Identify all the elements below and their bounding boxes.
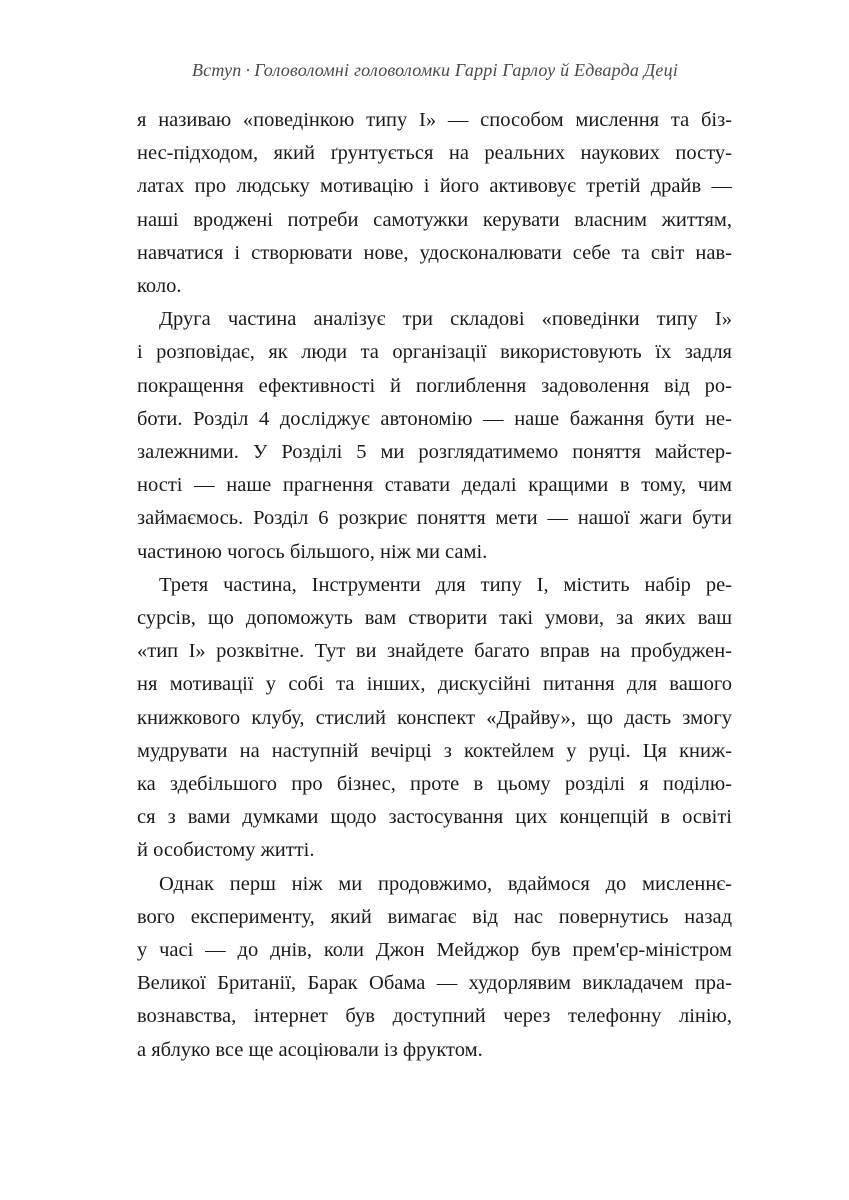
header-section: Вступ <box>191 60 242 80</box>
text-line: латах про людську мотивацію і його активовує третій драйв — <box>137 175 732 198</box>
text-line: ня мотивації у собі та інших, дискусійні питання для вашого <box>137 673 732 696</box>
text-line: у часі — до днів, коли Джон Мейджор був прем'єр-міністром <box>137 939 732 962</box>
text-line: Великої Британії, Барак Обама — худорлявим викладачем пра- <box>137 972 732 995</box>
text-line: і розповідає, як люди та організації використовують їх задля <box>137 341 732 364</box>
text-line: боти. Розділ 4 досліджує автономію — наше бажання бути не- <box>137 407 732 430</box>
text-line: а яблуко все ще асоціювали із фруктом. <box>137 1038 483 1061</box>
text-line: нес-підходом, який ґрунтується на реальних наукових посту- <box>137 142 732 165</box>
paragraph-1 <box>137 104 732 303</box>
text-line: коло. <box>137 275 182 298</box>
text-line: частиною чогось більшого, ніж ми самі. <box>137 540 488 563</box>
text-line: я називаю «поведінкою типу I» — способом мислення та біз- <box>137 109 732 131</box>
text-line: книжкового клубу, стислий конспект «Драйву», що дасть змогу <box>137 706 732 729</box>
text-line: займаємось. Розділ 6 розкриє поняття мети — нашої жаги бути <box>137 507 732 530</box>
text-line: Однак перш ніж ми продовжимо, вдаймося до мисленнє- <box>159 872 732 895</box>
text-line: «тип I» розквітне. Тут ви знайдете багато вправ на пробуджен- <box>137 640 732 663</box>
text-line: наші вроджені потреби самотужки керувати власним життям, <box>137 208 732 231</box>
running-header <box>135 60 735 81</box>
text-line: навчатися і створювати нове, удосконалювати себе та світ нав- <box>137 241 732 264</box>
text-line: сурсів, що допоможуть вам створити такі умови, за яких ваш <box>137 607 732 630</box>
body-text <box>137 104 732 1067</box>
paragraph-2 <box>137 303 732 569</box>
header-title: Головоломні головоломки Гаррі Гарлоу й Едварда Деці <box>254 60 679 80</box>
text-line: вознавства, інтернет був доступний через телефонну лінію, <box>137 1005 732 1028</box>
text-line: ка здебільшого про бізнес, проте в цьому розділі я поділю- <box>137 773 732 796</box>
paragraph-4 <box>137 868 732 1067</box>
text-line: Друга частина аналізує три складові «поведінки типу I» <box>159 308 732 331</box>
text-line: мудрувати на наступній вечірці з коктейлем у руці. Ця книж- <box>137 739 732 762</box>
text-line: вого експерименту, який вимагає від нас повернутись назад <box>137 905 732 928</box>
header-separator: · <box>245 60 251 80</box>
text-line: залежними. У Розділі 5 ми розглядатимемо поняття майстер- <box>137 441 732 464</box>
text-line: й особистому житті. <box>137 839 315 862</box>
text-line: Третя частина, Інструменти для типу I, містить набір ре- <box>159 573 732 596</box>
text-line: ся з вами думками щодо застосування цих концепцій в освіті <box>137 806 732 829</box>
paragraph-3 <box>137 569 732 868</box>
text-line: покращення ефективності й поглиблення задоволення від ро- <box>137 374 732 397</box>
text-line: ності — наше прагнення ставати дедалі кращими в тому, чим <box>137 474 732 497</box>
